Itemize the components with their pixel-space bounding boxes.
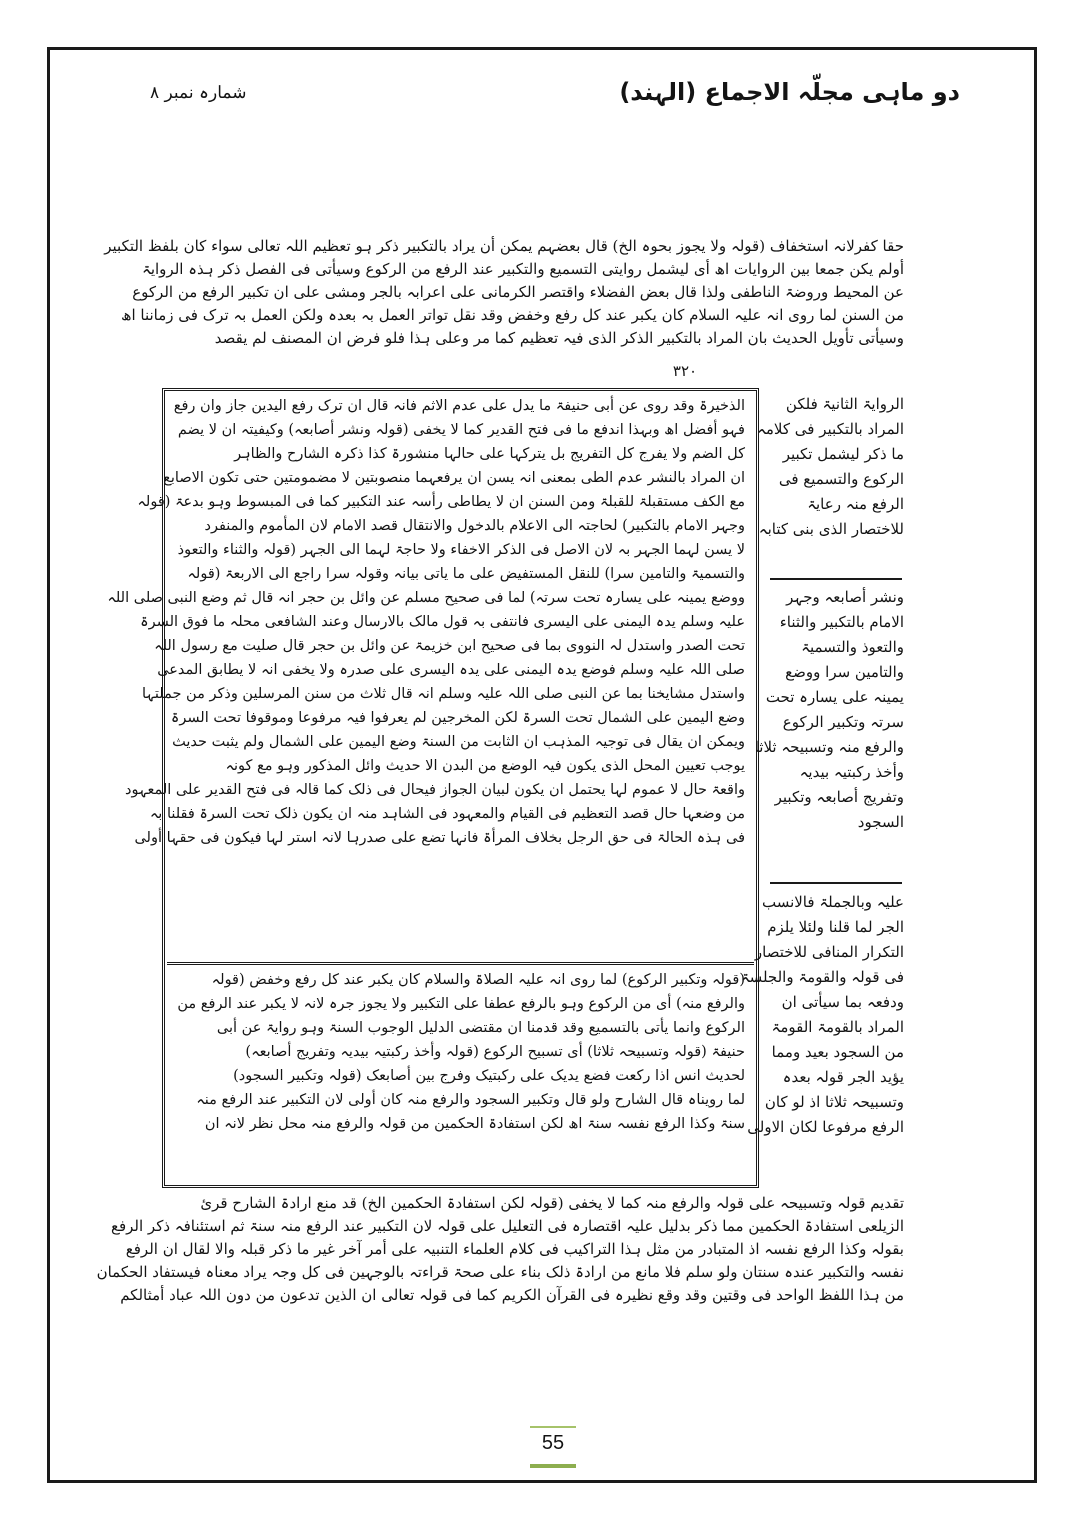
margin-line: التکرار المنافی للاختصار [754, 943, 904, 961]
commentary-line: (قولہ وتکبیر الرکوع) لما روی انہ علیہ الصلاۃ والسلام کان یکبر عند کل رفع وخفض (قولہ [211, 972, 745, 988]
margin-line: الروایۃ الثانیۃ فلکن [785, 395, 904, 413]
margin-separator [770, 882, 902, 884]
text-segment: وسیأتی تأویل الحدیث بان المراد بالتکبیر الذکر الذی فیہ تعظیم کما مر وعلی ہذا فلو فرض ان المصنف لم یقصد [214, 329, 904, 347]
commentary-divider [167, 962, 754, 965]
text-line: بقولہ وکذا الرفع نفسہ اذ المتبادر من مثل ہذا التراکیب فی کلام العلماء التنبیہ علی أمر آخر غیر ما ذکر قبلہ والا لقال ان الرفع [125, 1240, 904, 1258]
text-line: نفسہ والتکبیر عندہ سنتان ولو سلم فلا مانع من ارادۃ ذلک بناء علی صحۃ قراءتہ بالوجہین فی کل وجہ یراد معناہ فیستفاد الحکمان [96, 1263, 904, 1281]
commentary-line: لما رویناہ قال الشارح ولو قال وتکبیر السجود والرفع منہ کان أولی لان التکبیر عند الرفع منہ [196, 1092, 745, 1108]
margin-line: وتسبیحہ ثلاثا اذ لو کان [764, 1093, 904, 1111]
commentary-line: واستدل مشایخنا بما عن النبی صلی اللہ علیہ وسلم انہ قال ثلاث من سنن المرسلین وذکر من جملتہا [142, 686, 745, 702]
margin-line: الرفع مرفوعا لکان الاولی [747, 1118, 904, 1136]
text-line: حقا کفرلانہ استخفاف (قولہ ولا یجوز بحوہ الخ) قال بعضہم یمکن أن یراد بالتکبیر ذکر ہو تعظیم اللہ تعالی سواء کان بلفظ التکبیر [104, 237, 904, 255]
commentary-line: حنیفۃ (قولہ وتسبیحہ ثلاثا) أی تسبیح الرکوع (قولہ وأخذ رکبتیہ بیدیہ وتفریج أصابعہ) [245, 1044, 745, 1060]
footer-rule-top [530, 1426, 576, 1428]
margin-line: ما ذکر لیشمل تکبیر [782, 445, 904, 463]
commentary-line: الذخیرۃ وقد روی عن أبی حنیفۃ ما یدل علی عدم الاثم فانہ قال ان ترک رفع الیدین جاز وان رفع [173, 398, 745, 414]
page-number: 55 [541, 1432, 565, 1454]
commentary-line: صلی اللہ علیہ وسلم فوضع یدہ الیمنی علی یدہ الیسری علی صدرہ ولا یخفی انہ لا یطابق المدعی [157, 662, 745, 678]
commentary-line: ان المراد بالنشر عدم الطی بمعنی انہ یسن ان یرفعہما منصوبتین لا مضمومتین حتی تکون الاصابع [163, 470, 745, 486]
margin-line: سرتہ وتکبیر الرکوع [782, 713, 904, 731]
page-marker: ۳۲۰ [672, 362, 698, 380]
top-text-block [104, 235, 904, 350]
margin-line: فی قولہ والقومۃ والجلسۃ [740, 968, 904, 986]
margin-line: وأخذ رکبتیہ بیدیہ [799, 763, 904, 781]
margin-line: ونشر أصابعہ وجہر [786, 588, 904, 606]
commentary-line: وجہر الامام بالتکبیر) لحاجتہ الی الاعلام بالدخول والانتقال قصد الامام لان المأموم والمنفرد [204, 518, 745, 534]
commentary-upper [107, 394, 745, 959]
text-line: عن المحیط وروضۃ الناطفی ولذا قال بعض الفضلاء واقتصر الکرمانی علی اعرابہ بالجر ومشی علی ان تکبیر الرفع من الرکوع [132, 283, 904, 301]
margin-line: المراد بالتکبیر فی کلامہ [757, 420, 904, 438]
commentary-line: فی ہذہ الحالۃ فی حق الرجل بخلاف المرأۃ فانہا تضع علی صدرہا لانہ استر لہا فیکون فی حقہا أولی [134, 830, 745, 846]
commentary-line: واقعۃ حال لا عموم لہا یحتمل ان یکون لبیان الجواز فیحال فی ذلک کما قالہ فی فتح القدیر علی المعہود [125, 782, 745, 798]
commentary-line: وضع الیمین علی الشمال تحت السرۃ لکن المخرجین لم یعرفوا فیہ مرفوعا وموقوفا تحت السرۃ [170, 710, 745, 726]
margin-line: وتفریج أصابعہ وتکبیر [774, 788, 904, 806]
commentary-lower [175, 968, 745, 1178]
margin-line: الجر لما قلنا ولئلا یلزم [767, 918, 904, 936]
commentary-line: فہو أفضل اھ وبہذا اندفع ما فی فتح القدیر کما لا یخفی (قولہ ونشر أصابعہ) وکیفیتہ ان لا یضم [177, 422, 745, 438]
margin-line: من السجود بعید ومما [771, 1043, 904, 1061]
margin-text-top [757, 392, 904, 542]
commentary-line: والرفع منہ) أی من الرکوع وہو بالرفع عطفا علی التکبیر ولا یجوز جرہ لانہ لا یکبر عند الرفع من [177, 996, 745, 1012]
margin-line: والتامین سرا ووضع [785, 663, 904, 681]
margin-line: یؤید الجر قولہ بعدہ [782, 1068, 904, 1086]
footer-rule-bottom [530, 1464, 576, 1468]
text-line: من ہذا اللفظ الواحد فی وقتین وقد وقع نظیرہ فی القرآن الکریم کما فی قولہ تعالی ان الذین تدعون من دون اللہ عباد أمثالکم [120, 1286, 904, 1304]
commentary-line: مع الکف مستقبلۃ للقبلۃ ومن السنن ان لا یطاطی رأسہ عند التکبیر کما فی المبسوط وہو بدعۃ (قولہ [137, 494, 745, 510]
margin-line: المراد بالقومۃ القومۃ [771, 1018, 904, 1036]
margin-text-middle [754, 585, 904, 835]
issue-number: شمارہ نمبر ۸ [150, 83, 247, 103]
margin-line: یمینہ علی یسارہ تحت [765, 688, 904, 706]
commentary-line: لحدیث انس اذا رکعت فضع یدیک علی رکبتیک وفرج بین أصابعک (قولہ وتکبیر السجود) [233, 1068, 745, 1084]
margin-line: علیہ وبالجملۃ فالانسب [761, 893, 904, 911]
margin-line: الرکوع والتسمیع فی [778, 470, 904, 488]
commentary-line: کل الضم ولا یفرج کل التفریج بل یترکہا علی حالہا منشورۃ کذا ذکرہ الشارح والظاہر [234, 446, 745, 462]
text-line: الزیلعی استفادۃ الحکمین مما ذکر بدلیل علیہ اقتصارہ فی التعلیل علی قولہ لان التکبیر عند الرفع منہ سنۃ ثم استئنافہ ذکر الرفع [110, 1217, 904, 1235]
commentary-line: الرکوع وانما یأتی بالتسمیع وقد قدمنا ان مقتضی الدلیل الوجوب السنۃ وہو روایۃ عن أبی [216, 1020, 745, 1036]
commentary-line: یوجب تعیین المحل الذی یکون فیہ الوضع من البدن الا حدیث وائل المذکور وہو مع کونہ [225, 758, 745, 774]
text-line: تقدیم قولہ وتسبیحہ علی قولہ والرفع منہ کما لا یخفی (قولہ لکن استفادۃ الحکمین الخ) قد منع ارادۃ الشارح قرئ [200, 1194, 904, 1212]
commentary-line: من وضعہا حال قصد التعظیم فی القیام والمعہود فی الشاہد منہ ان یکون ذلک تحت السرۃ فقلنا بہ [149, 806, 745, 822]
margin-line: والرفع منہ وتسبیحہ ثلاثا [754, 738, 904, 756]
margin-line: والتعوذ والتسمیۃ [801, 638, 904, 656]
text-line [172, 327, 904, 350]
margin-line: للاختصار الذی بنی کتابہ [758, 520, 904, 538]
text-line: أولم یکن جمعا بین الروایات اھ أی لیشمل روایتی التسمیع والتکبیر عند الرفع من الرکوع وسیأتی فی الفصل ذکر ہذہ الروایۃ [142, 260, 904, 278]
commentary-line: ووضع یمینہ علی یسارہ تحت سرتہ) لما فی صحیح مسلم عن وائل بن حجر انہ قال ثم وضع النبی صلی اللہ [107, 590, 745, 606]
commentary-line: لا یسن لہما الجہر بہ لان الاصل فی الذکر الاخفاء ولا حاجۃ لہما الی الجہر (قولہ والثناء والتعوذ [177, 542, 745, 558]
commentary-line: والتسمیۃ والتامین سرا) للنقل المستفیض علی ما یاتی بیانہ وقولہ سرا راجع الی الاربعۃ (قولہ [187, 566, 745, 582]
margin-separator [770, 578, 902, 580]
commentary-line: ویمکن ان یقال فی توجیہ المذہب ان الثابت من السنۃ وضع الیمین علی الشمال ولم یثبت حدیث [172, 734, 745, 750]
commentary-line: تحت الصدر واستدل لہ النووی بما فی صحیح ابن خزیمۃ عن وائل بن حجر قال صلیت مع رسول اللہ [154, 638, 745, 654]
margin-text-bottom [740, 890, 904, 1140]
margin-line: الرفع منہ رعایۃ [807, 495, 904, 513]
margin-line: ودفعہ بما سیأتی ان [781, 993, 904, 1011]
bottom-text-block [96, 1192, 904, 1307]
margin-line: الامام بالتکبیر والثناء [779, 613, 904, 631]
commentary-line: علیہ وسلم یدہ الیمنی علی الیسری فانتفی بہ قول مالک بالارسال وعند الشافعی محلہ ما فوق السرۃ [140, 614, 745, 630]
text-line: من السنن لما روی انہ علیہ السلام کان یکبر عند کل رفع وخفض وقد نقل تواتر العمل بہ بعدہ ولکن العمل بہ ترک فی زماننا اھ [121, 306, 904, 324]
journal-title: دو ماہی مجلّہ الاجماع (الہند) [619, 78, 960, 106]
margin-line: السجود [857, 813, 904, 831]
commentary-line: سنۃ وکذا الرفع نفسہ سنۃ اھ لکن استفادۃ الحکمین من قولہ والرفع منہ محل نظر لانہ ان [204, 1116, 745, 1132]
